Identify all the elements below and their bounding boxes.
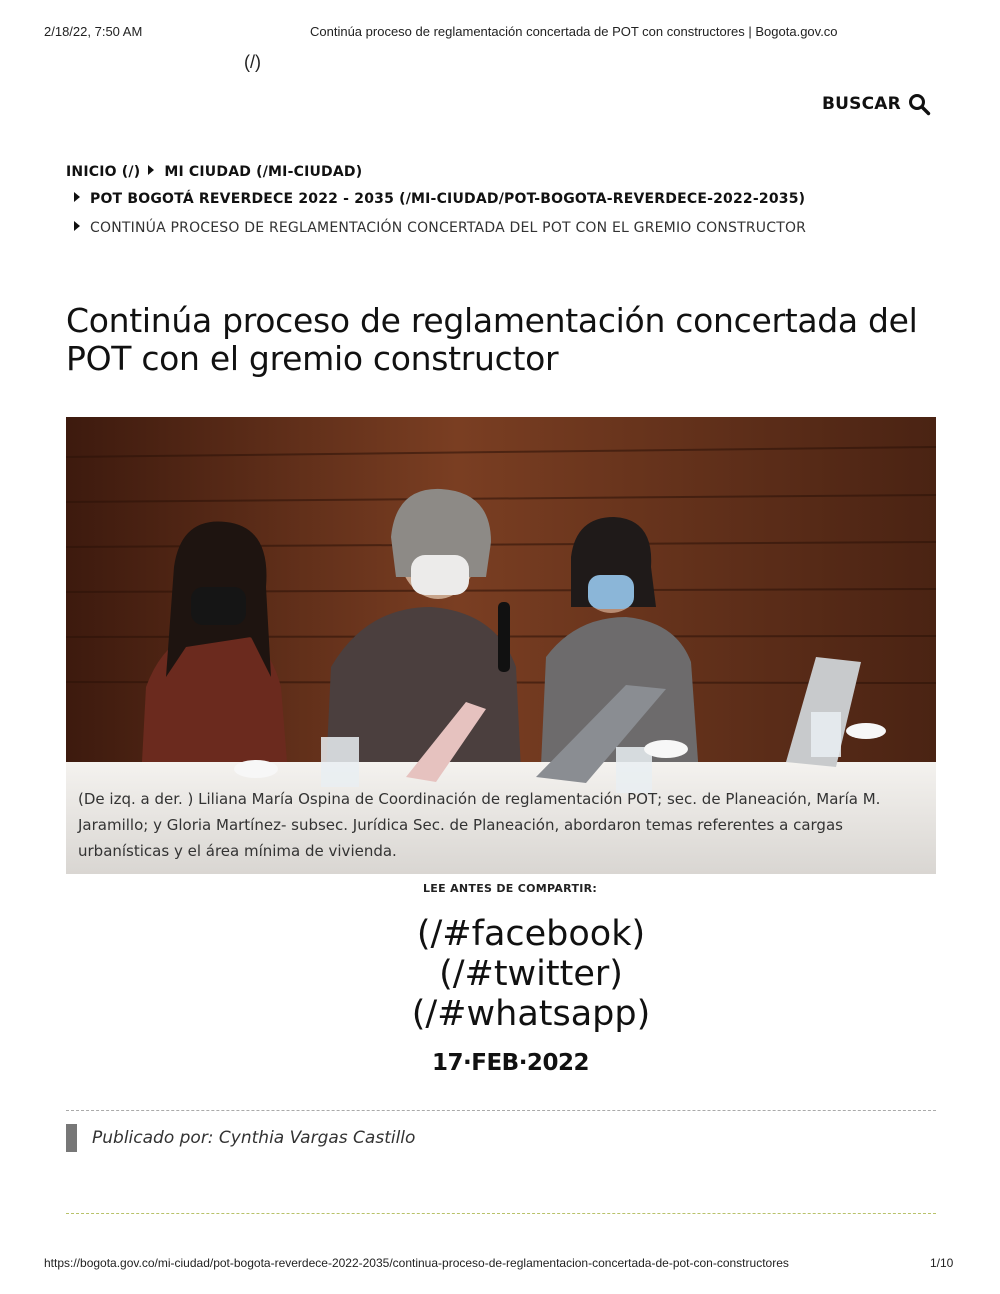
share-whatsapp-link[interactable]: (/#whatsapp)	[411, 994, 651, 1034]
print-page-number: 1/10	[930, 1256, 954, 1270]
print-datetime: 2/18/22, 7:50 AM	[44, 24, 143, 39]
breadcrumb-row	[66, 164, 362, 180]
divider	[66, 1110, 936, 1111]
publish-date: 17·FEB·2022	[432, 1050, 589, 1076]
share-links	[0, 914, 1000, 1034]
caret-right-icon	[148, 165, 154, 175]
print-page-title: Continúa proceso de reglamentación concertada de POT con constructores | Bogota.gov.co	[310, 24, 838, 39]
caret-right-icon	[74, 221, 80, 231]
breadcrumb-item-current: CONTINÚA PROCESO DE REGLAMENTACIÓN CONCERTADA DEL POT CON EL GREMIO CONSTRUCTOR	[90, 220, 807, 236]
breadcrumb-item-pot[interactable]: POT BOGOTÁ REVERDECE 2022 - 2035 (/MI-CIUDAD/POT-BOGOTA-REVERDECE-2022-2035)	[90, 191, 806, 207]
share-facebook-link[interactable]: (/#facebook)	[416, 914, 646, 954]
search-label: BUSCAR	[822, 94, 901, 114]
breadcrumb-row	[66, 220, 806, 236]
author-accent-bar	[66, 1124, 77, 1152]
page-title: Continúa proceso de reglamentación concertada del POT con el gremio constructor	[66, 301, 918, 378]
caret-right-icon	[74, 192, 80, 202]
breadcrumb-item-mi-ciudad[interactable]: MI CIUDAD (/MI-CIUDAD)	[164, 164, 363, 180]
author-byline: Publicado por: Cynthia Vargas Castillo	[92, 1128, 416, 1148]
print-url: https://bogota.gov.co/mi-ciudad/pot-bogota-reverdece-2022-2035/continua-proceso-de-reglamentacion-concertada-de-pot-con-constructores	[44, 1256, 789, 1270]
article-photo	[66, 417, 936, 874]
breadcrumb-item-inicio[interactable]: INICIO (/)	[66, 164, 141, 180]
share-label: LEE ANTES DE COMPARTIR:	[423, 882, 598, 895]
share-twitter-link[interactable]: (/#twitter)	[439, 954, 623, 994]
search-button[interactable]	[822, 92, 931, 116]
photo-caption: (De izq. a der. ) Liliana María Ospina de Coordinación de reglamentación POT; sec. de Planeación, María M. Jaramillo; y Gloria Martínez- subsec. Jurídica Sec. de Planeación, abordaron temas referentes a cargas urbanísticas y el área mínima de vivienda.	[78, 790, 881, 860]
search-icon	[907, 92, 931, 116]
breadcrumb-row	[66, 191, 805, 207]
divider	[66, 1213, 936, 1214]
home-logo-link[interactable]: (/)	[244, 52, 261, 72]
